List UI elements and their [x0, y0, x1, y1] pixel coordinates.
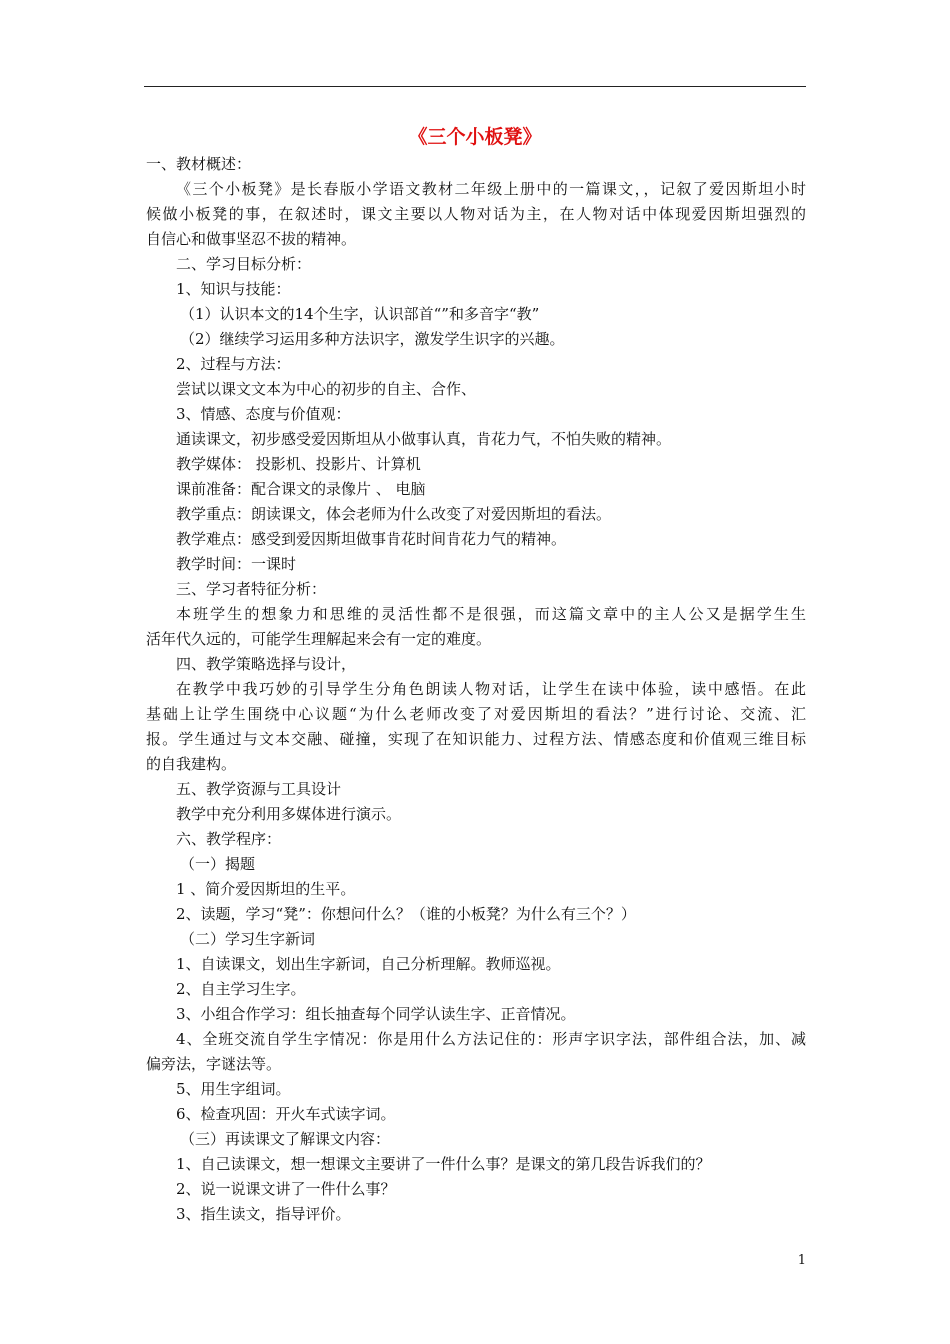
text-line: 2、自主学习生字。 [176, 980, 306, 998]
text-line: （2）继续学习运用多种方法识字，激发学生识字的兴趣。 [180, 330, 565, 348]
text-line: 基础上让学生围绕中心议题“为什么老师改变了对爱因斯坦的看法？”进行讨论、交流、汇 [146, 705, 806, 723]
text-line: 5、用生字组词。 [176, 1080, 291, 1098]
document-title: 《三个小板凳》 [408, 126, 542, 148]
text-line: 二、学习目标分析： [176, 255, 312, 273]
text-line: 课前准备：配合课文的录像片 、 电脑 [176, 480, 426, 498]
text-line: 三、学习者特征分析： [176, 580, 327, 598]
text-line: 通读课文，初步感受爱因斯坦从小做事认真，肯花力气，不怕失败的精神。 [176, 430, 672, 448]
document-body [146, 152, 806, 1227]
text-line: （二）学习生字新词 [180, 930, 316, 948]
text-line: 尝试以课文文本为中心的初步的自主、合作、 [176, 380, 477, 398]
text-line: 2、过程与方法： [176, 355, 291, 373]
text-line: 3、情感、态度与价值观： [176, 405, 351, 423]
text-line: 2、说一说课文讲了一件什么事？ [176, 1180, 396, 1198]
text-line: 本班学生的想象力和思维的灵活性都不是很强，而这篇文章中的主人公又是据学生生 [176, 605, 806, 623]
text-line: 2、读题，学习“凳”：你想问什么？（谁的小板凳？为什么有三个？） [176, 905, 636, 923]
text-line: 教学时间：一课时 [176, 555, 297, 573]
text-line: 1、自己读课文，想一想课文主要讲了一件什么事？是课文的第几段告诉我们的？ [176, 1155, 711, 1173]
text-line: 六、教学程序： [176, 830, 282, 848]
text-line: 四、教学策略选择与设计， [176, 655, 357, 673]
text-line: 的自我建构。 [146, 755, 237, 773]
text-line: 1 、简介爱因斯坦的生平。 [176, 880, 356, 898]
text-line: 4、全班交流自学生字情况：你是用什么方法记住的：形声字识字法，部件组合法，加、减 [176, 1030, 806, 1048]
text-line: （三）再读课文了解课文内容： [180, 1130, 391, 1148]
text-line: 偏旁法，字谜法等。 [146, 1055, 282, 1073]
text-line: 教学媒体： 投影机、投影片、计算机 [176, 455, 421, 473]
text-line: （1）认识本文的14个生字，认识部首“”和多音字“教” [180, 305, 540, 323]
text-line: 五、教学资源与工具设计 [176, 780, 342, 798]
text-line: 1、知识与技能： [176, 280, 291, 298]
text-line: 自信心和做事坚忍不拔的精神。 [146, 230, 357, 248]
text-line: 在教学中我巧妙的引导学生分角色朗读人物对话，让学生在读中体验，读中感悟。在此 [176, 680, 806, 698]
page-number: 1 [797, 1253, 806, 1268]
text-line: 3、指生读文，指导评价。 [176, 1205, 351, 1223]
text-line: 一、教材概述： [146, 155, 252, 173]
header-rule [144, 86, 806, 87]
text-line: （一）揭题 [180, 855, 256, 873]
text-line: 3、小组合作学习：组长抽查每个同学认读生字、正音情况。 [176, 1005, 576, 1023]
text-line: 6、检查巩固：开火车式读字词。 [176, 1105, 396, 1123]
text-line: 教学重点：朗读课文，体会老师为什么改变了对爱因斯坦的看法。 [176, 505, 612, 523]
text-line: 候做小板凳的事，在叙述时，课文主要以人物对话为主，在人物对话中体现爱因斯坦强烈的 [146, 205, 806, 223]
text-line: 活年代久远的，可能学生理解起来会有一定的难度。 [146, 630, 492, 648]
text-line: 1、自读课文，划出生字新词，自己分析理解。教师巡视。 [176, 955, 561, 973]
text-line: 教学难点：感受到爱因斯坦做事肯花时间肯花力气的精神。 [176, 530, 567, 548]
text-line: 《三个小板凳》是长春版小学语文教材二年级上册中的一篇课文，，记叙了爱因斯坦小时 [176, 180, 806, 198]
text-line: 教学中充分利用多媒体进行演示。 [176, 805, 402, 823]
text-line: 报。学生通过与文本交融、碰撞，实现了在知识能力、过程方法、情感态度和价值观三维目标 [146, 730, 806, 748]
